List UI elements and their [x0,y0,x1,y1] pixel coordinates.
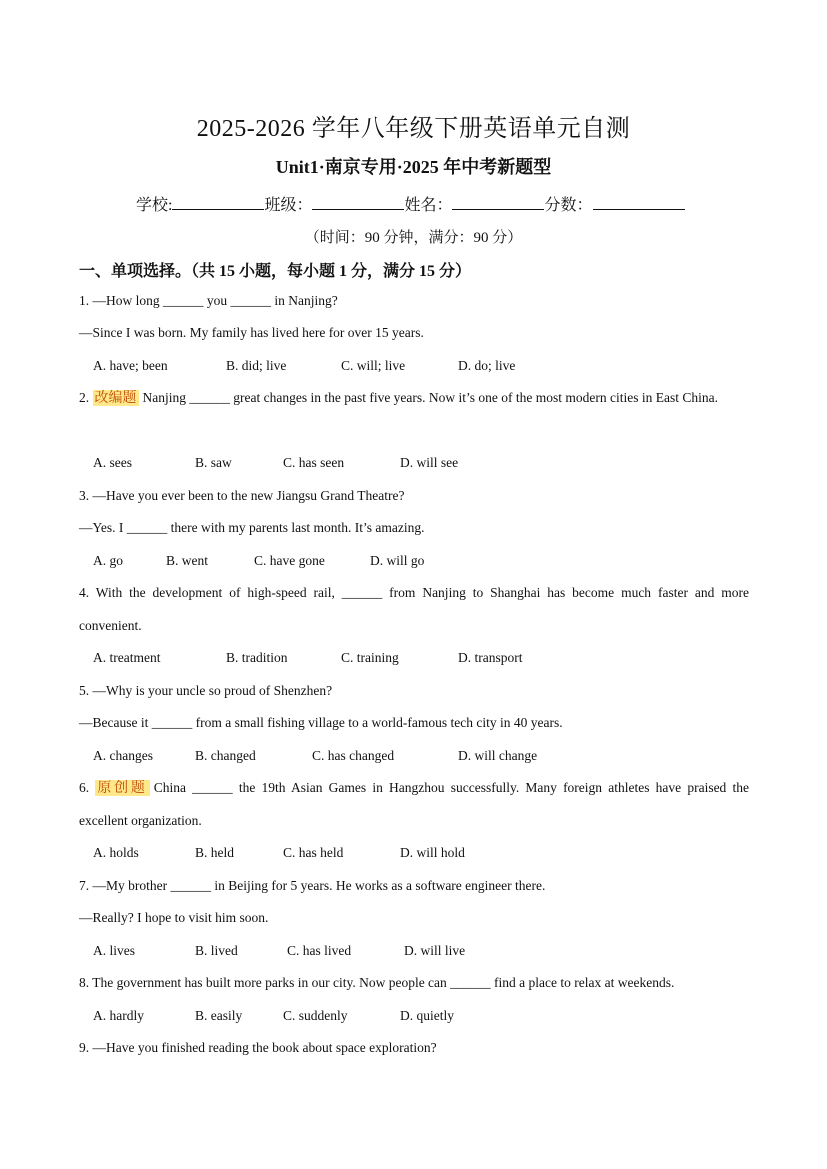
option-a: A. go [93,553,123,568]
option-d: D. do; live [458,358,516,373]
option-d: D. transport [458,650,523,665]
option-d: D. quietly [400,1008,454,1023]
option-b: B. saw [195,455,232,470]
name-blank [452,193,544,210]
question-7-line-2: —Really? I hope to visit him soon. [79,910,269,925]
question-6-text: 6. 原创题 China ______ the 19th Asian Games in Hangzhou successfully. Many foreign athletes have praised the excellent organization. [79,780,749,828]
option-a: A. hardly [93,1008,144,1023]
option-c: C. has seen [283,455,345,470]
question-5-line-2: —Because it ______ from a small fishing village to a world-famous tech city in 40 years. [79,715,563,730]
option-b: B. easily [195,1008,243,1023]
score-blank [593,193,685,210]
page-subtitle: Unit1·南京专用·2025 年中考新题型 [275,157,552,177]
question-2-text: 2. 改编题 Nanjing ______ great changes in the past five years. Now it’s one of the most modern cities in East China. [79,390,718,406]
option-c: C. suddenly [283,1008,348,1023]
option-c: C. has changed [312,748,395,763]
option-d: D. will change [458,748,538,763]
name-label: 姓名： [404,197,453,214]
page-title: 2025-2026 学年八年级下册英语单元自测 [196,116,631,142]
option-b: B. lived [195,943,238,958]
section-title: 一、单项选择。（共 15 小题，每小题 1 分，满分 15 分） [79,263,472,280]
option-b: B. changed [195,748,256,763]
question-1-line-2: —Since I was born. My family has lived here for over 15 years. [79,325,424,340]
option-c: C. has held [283,845,344,860]
time-and-score: （时间：90 分钟，满分：90 分） [304,230,523,246]
student-info-line [136,192,685,215]
option-c: C. has lived [287,943,352,958]
class-blank [312,193,404,210]
option-d: D. will see [400,455,459,470]
option-d: D. will go [370,553,425,568]
score-label: 分数： [544,197,593,214]
question-8-line-1: 8. The government has built more parks in our city. Now people can ______ find a place to relax at weekends. [79,975,675,990]
option-d: D. will hold [400,845,465,860]
option-b: B. went [166,553,208,568]
option-d: D. will live [404,943,466,958]
question-4-text: 4. With the development of high-speed rail, ______ from Nanjing to Shanghai has become much faster and more convenient. [79,585,749,633]
question-9-line-1: 9. —Have you finished reading the book about space exploration? [79,1040,437,1055]
option-b: B. did; live [226,358,287,373]
question-7-line-1: 7. —My brother ______ in Beijing for 5 years. He works as a software engineer there. [79,878,546,893]
option-a: A. treatment [93,650,161,665]
option-a: A. lives [93,943,135,958]
option-a: A. changes [93,748,153,763]
question-5-line-1: 5. —Why is your uncle so proud of Shenzhen? [79,683,333,698]
option-c: C. have gone [254,553,325,568]
adapted-question-tag: 改编题 [94,390,137,406]
option-c: C. will; live [341,358,406,373]
option-a: A. sees [93,455,132,470]
question-3-line-2: —Yes. I ______ there with my parents last month. It’s amazing. [79,520,425,535]
class-label: 班级： [264,197,313,214]
option-c: C. training [341,650,399,665]
school-label: 学校: [136,197,173,214]
question-3-line-1: 3. —Have you ever been to the new Jiangsu Grand Theatre? [79,488,405,503]
option-a: A. have; been [93,358,168,373]
school-blank [172,193,264,210]
option-a: A. holds [93,845,139,860]
question-1-line-1: 1. —How long ______ you ______ in Nanjing? [79,293,338,308]
original-question-tag: 原创题 [97,780,148,796]
option-b: B. held [195,845,234,860]
option-b: B. tradition [226,650,288,665]
